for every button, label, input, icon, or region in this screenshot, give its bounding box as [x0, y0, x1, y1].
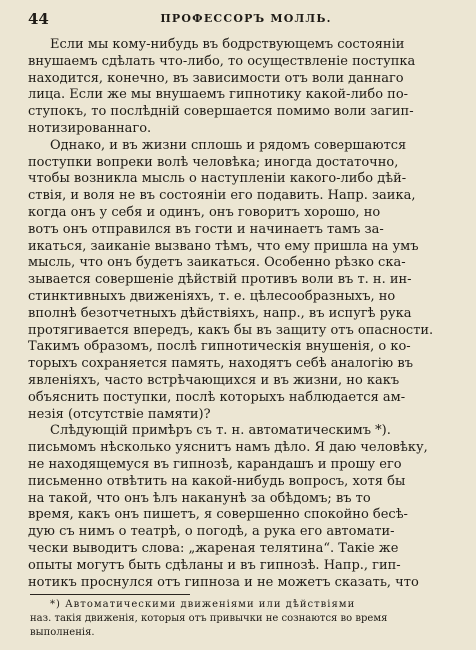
text-line: внушаемъ сдѣлать что-либо, то осуществленіе поступка: [28, 53, 416, 69]
text-line: поступки вопреки волѣ человѣка; иногда достаточно,: [28, 154, 399, 170]
text-line: вотъ онъ отправился въ гости и начинаетъ тамъ за-: [28, 221, 384, 237]
text-line: Такимъ образомъ, послѣ гипнотическія внушенія, о ко-: [28, 339, 411, 355]
text-line: Слѣдующій примѣръ съ т. н. автоматическимъ *).: [50, 423, 391, 439]
text-line: протягивается впередъ, какъ бы въ защиту отъ опасности.: [28, 322, 434, 338]
text-line: на такой, что онъ ѣлъ наканунѣ за обѣдомъ; въ то: [28, 490, 371, 506]
text-line: письмомъ нѣсколько уяснитъ намъ дѣло. Я даю человѣку,: [28, 440, 428, 456]
running-head: ПРОФЕССОРЪ МОЛЛЬ.: [160, 12, 332, 25]
text-line: объяснить поступки, послѣ которыхъ наблюдается ам-: [28, 389, 406, 405]
text-line: не находящемуся въ гипнозѣ, карандашъ и прошу его: [28, 457, 402, 472]
text-line: чтобы возникла мысль о наступленіи какого-либо дѣй-: [28, 171, 407, 187]
text-line: время, какъ онъ пишетъ, я совершенно спокойно бесѣ-: [28, 507, 408, 523]
text-line: находится, конечно, въ зависимости отъ воли даннаго: [28, 70, 404, 86]
text-line: дую съ нимъ о театрѣ, о погодѣ, а рука его автомати-: [28, 524, 395, 540]
text-line: когда онъ у себя и одинъ, онъ говоритъ хорошо, но: [28, 205, 381, 220]
footnote-line: *) Автоматическими движеніями или дѣйствіями: [50, 599, 356, 610]
text-line: зывается совершеніе дѣйствій противъ воли въ т. н. ин-: [28, 272, 412, 288]
text-line: нотикъ проснулся отъ гипноза и не можетъ сказать, что: [28, 574, 419, 590]
footnote-line: выполненія.: [30, 627, 95, 638]
text-line: торыхъ сохраняется память, находятъ себѣ аналогію въ: [28, 356, 413, 372]
text-line: ступокъ, то послѣдній совершается помимо воли загип-: [28, 104, 414, 120]
text-line: опыты могутъ быть сдѣланы и въ гипнозѣ. Напр., гип-: [28, 557, 401, 573]
text-line: вполнѣ безотчетныхъ дѣйствіяхъ, напр., въ испугѣ рука: [28, 305, 412, 321]
footnote-rule: [30, 594, 190, 595]
text-line: стинктивныхъ движеніяхъ, т. е. цѣлесообразныхъ, но: [28, 289, 396, 304]
text-line: незія (отсутствіе памяти)?: [28, 406, 211, 422]
text-line: ствія, и воля не въ состояніи его подавить. Напр. заика,: [28, 188, 416, 204]
text-line: лица. Если же мы внушаемъ гипнотику какой-либо по-: [28, 87, 409, 103]
text-line: Однако, и въ жизни сплошь и рядомъ совершаются: [50, 137, 407, 153]
text-line: явленіяхъ, часто встрѣчающихся и въ жизни, но какъ: [28, 373, 400, 388]
page-header: [28, 10, 464, 32]
text-line: чески выводитъ слова: „жареная телятина“. Такіе же: [28, 541, 399, 556]
text-line: нотизированнаго.: [28, 121, 152, 136]
text-line: икаться, заиканіе вызвано тѣмъ, что ему пришла на умъ: [28, 238, 419, 254]
footnote-line: наз. такія движенія, которыя отъ привычки не сознаются во время: [30, 613, 388, 624]
text-line: письменно отвѣтить на какой-нибудь вопросъ, хотя бы: [28, 473, 406, 489]
text-line: Если мы кому-нибудь въ бодрствующемъ состояніи: [50, 37, 405, 52]
page-number: 44: [28, 10, 49, 28]
text-line: мысль, что онъ будетъ заикаться. Особенно рѣзко ска-: [28, 255, 406, 271]
